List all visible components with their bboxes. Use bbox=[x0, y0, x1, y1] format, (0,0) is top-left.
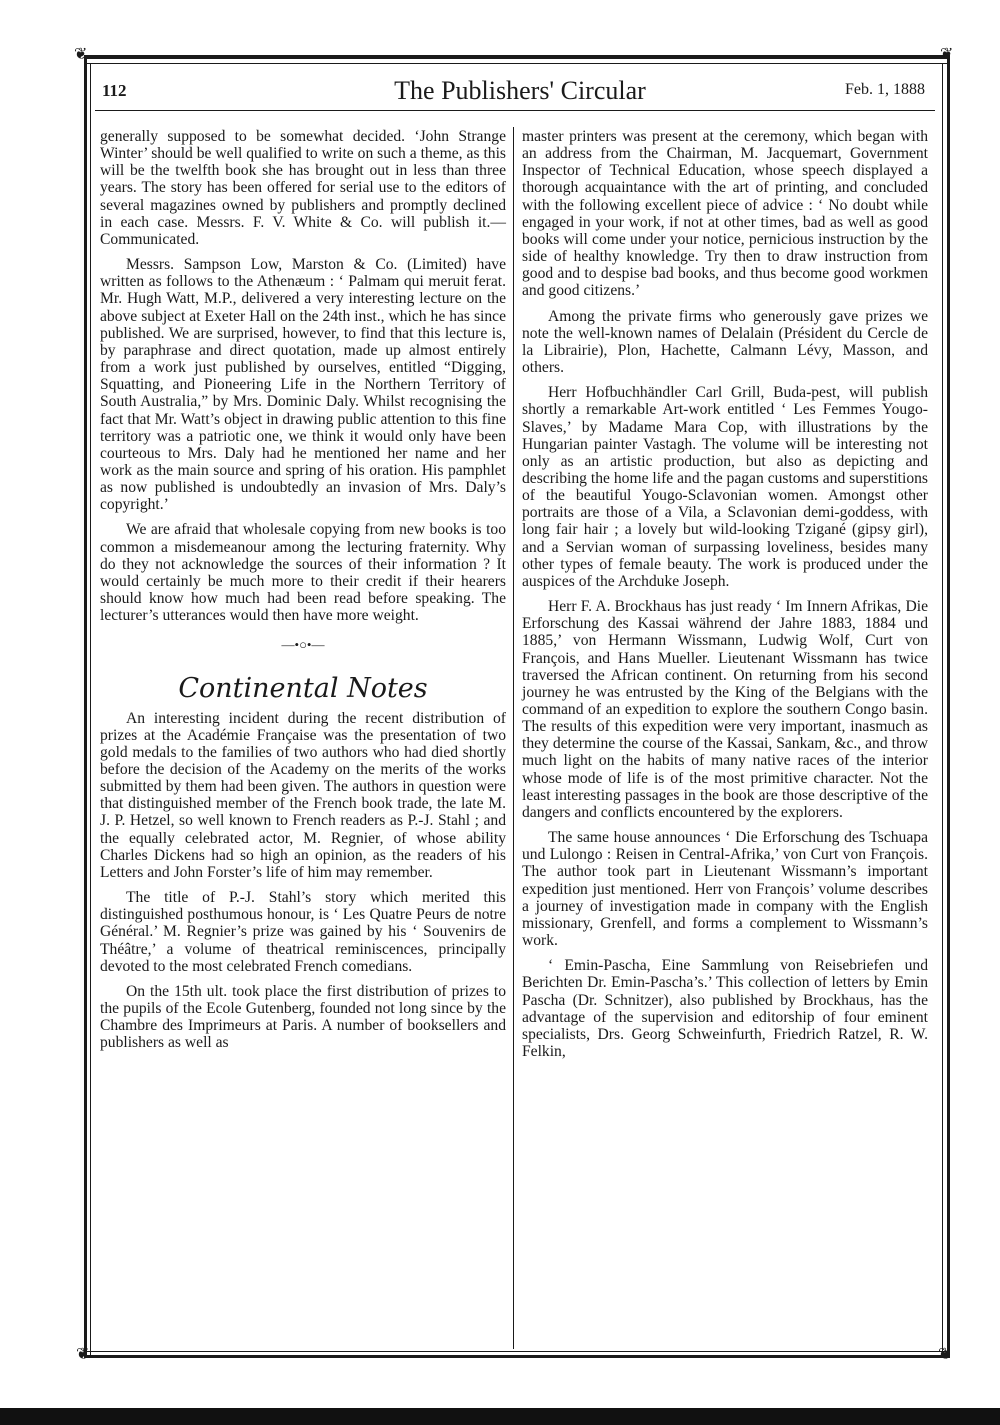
paragraph: generally supposed to be somewhat decided. ‘John Strange Winter’ should be well qualified to write on such a theme, as this will be the twelfth book she has brought out in less than three years. The story has been offered for serial use to the editors of several magazines owned by publishers and promptly declined in each case. Messrs. F. V. White & Co. will publish it.—Communicated. bbox=[100, 128, 506, 248]
frame-rule-bottom bbox=[84, 1355, 950, 1358]
issue-date: Feb. 1, 1888 bbox=[845, 81, 925, 98]
page-number: 112 bbox=[102, 81, 127, 100]
column-divider bbox=[513, 127, 514, 1349]
frame-rule-top bbox=[84, 55, 950, 59]
header-rule bbox=[95, 110, 935, 111]
section-divider bbox=[100, 636, 506, 653]
frame-rule-right-inner bbox=[942, 63, 943, 1355]
paragraph: We are afraid that wholesale copying from new books is too common a misdemeanour among the lecturing fraternity. Why do they not acknowledge the sources of their information ? It would certainly be much more to their credit if their hearers should know how much had been read before speaking. The lecturer’s utterances would then have more weight. bbox=[100, 521, 506, 625]
frame-rule-top-inner bbox=[84, 63, 950, 64]
corner-ornament-icon: ❦ bbox=[938, 1346, 952, 1363]
journal-title: The Publishers' Circular bbox=[394, 76, 646, 105]
left-column bbox=[100, 128, 506, 1060]
corner-ornament-icon: ❦ bbox=[74, 46, 88, 63]
paragraph: master printers was present at the ceremony, which began with an address from the Chairman, M. Jacquemart, Government Inspector of Technical Education, whose speech displayed a thorough acquaintance with the art of printing, and concluded with the following excellent piece of advice : ‘ No doubt while engaged in your work, if not at other times, bad as well as good books will come under your notice, pernicious instruction by the side of healthy knowledge. Try then to draw instruction from good and to despise bad books, and thus become good workmen and good citizens.’ bbox=[522, 128, 928, 300]
paragraph: Herr Hofbuchhändler Carl Grill, Buda-pest, will publish shortly a remarkable Art-work entitled ‘ Les Femmes Yougo-Slaves,’ by Madame Mara Cop, with illustrations by the Hungarian painter Vastagh. The volume will be interesting not only as an artistic production, but also as depicting and describing the home life and the pagan customs and superstitions of the beautiful Yougo-Sclavonian women. Amongst other portraits are those of a Vila, a Sclavonian demi-goddess, with long fair hair ; a lovely but wild-looking Tzigané (gipsy girl), and a Servian woman of surpassing loveliness, besides many other types of female beauty. The work is produced under the auspices of the Archduke Joseph. bbox=[522, 384, 928, 590]
corner-ornament-icon: ❦ bbox=[76, 1346, 90, 1363]
scan-edge-band bbox=[0, 1408, 1000, 1425]
paragraph: Herr F. A. Brockhaus has just ready ‘ Im Innern Afrikas, Die Erforschung des Kassai während der Jahre 1883, 1884 und 1885,’ von Hermann Wissmann, Ludwig Wolf, Curt von François, and Hans Mueller. Lieutenant Wissmann has twice traversed the African continent. On returning from his second journey he was entrusted by the King of the Belgians with the command of an expedition to explore the southern Congo basin. The results of this expedition were very important, inasmuch as they determine the course of the Kassai, Sankam, &c., and throw much light on the habits of many native races of the interior whose mode of life is of the most primitive character. Not the least interesting passages in the book are those descriptive of the dangers and conflicts encountered by the explorers. bbox=[522, 598, 928, 821]
frame-rule-bottom-inner bbox=[84, 1351, 950, 1352]
paragraph: Among the private firms who generously gave prizes we note the well-known names of Delalain (Président du Cercle de la Librairie), Plon, Hachette, Calmann Lévy, Masson, and others. bbox=[522, 307, 928, 377]
paragraph: ‘ Emin-Pascha, Eine Sammlung von Reisebriefen und Berichten Dr. Emin-Pascha’s.’ This collection of letters by Emin Pascha (Dr. Schnitzer), also published by Brockhaus, has the advantage of the supervision and editorship of four eminent specialists, Drs. Georg Schweinfurth, Friedrich Ratzel, R. W. Felkin, bbox=[522, 957, 928, 1060]
section-heading: Continental Notes bbox=[178, 672, 428, 704]
paragraph: The same house announces ‘ Die Erforschung des Tschuapa und Lulongo : Reisen in Central-Afrika,’ von Curt von François. The author took part in Lieutenant Wissmann’s important expedition just mentioned. Herr von François’ volume describes a journey of investigation made in company with the English missionary, Grenfell, and forms a complement to Wissmann’s work. bbox=[522, 829, 928, 950]
right-column bbox=[522, 128, 928, 1068]
frame-rule-right bbox=[947, 55, 950, 1355]
frame-rule-left-inner bbox=[90, 63, 91, 1355]
paragraph: An interesting incident during the recent distribution of prizes at the Académie Française was the presentation of two gold medals to the families of two authors who had died shortly before the decision of the Academy on the merits of the works submitted by them had been given. The authors in question were that distinguished member of the French book trade, the late M. J. P. Hetzel, so well known to French readers as P.-J. Stahl ; and the equally celebrated actor, M. Regnier, of whose ability Charles Dickens had so high an opinion, as the readers of his Letters and John Forster’s life of him may remember. bbox=[100, 709, 506, 881]
frame-rule-left bbox=[84, 55, 87, 1355]
divider-ornament-icon: —•○•— bbox=[281, 637, 325, 653]
paragraph: Messrs. Sampson Low, Marston & Co. (Limited) have written as follows to the Athenæum : ‘ Palmam qui meruit ferat. Mr. Hugh Watt, M.P., delivered a very interesting lecture on the above subject at Exeter Hall on the 24th inst., which he has since published. We are surprised, however, to find that this lecture is, by paraphrase and direct quotation, made up almost entirely from a work just published by ourselves, entitled “Digging, Squatting, and Pioneering Life in the Northern Territory of South Australia,” by Mrs. Dominic Daly. Whilst recognising the fact that Mr. Watt’s object in drawing public attention to this fine territory was a patriotic one, we think it would only have been courteous to Mrs. Daly had he mentioned her name and her work as the main source and spring of his oration. His pamphlet as now published is undoubtedly an invasion of Mrs. Daly’s copyright.’ bbox=[100, 256, 506, 514]
paragraph: On the 15th ult. took place the first distribution of prizes to the pupils of the Ecole Gutenberg, founded not long since by the Chambre des Imprimeurs at Paris. A number of booksellers and publishers as well as bbox=[100, 982, 506, 1052]
corner-ornament-icon: ❦ bbox=[940, 46, 954, 63]
paragraph: The title of P.-J. Stahl’s story which merited this distinguished posthumous honour, is ‘ Les Quatre Peurs de notre Général.’ M. Regnier’s prize was gained by his ‘ Souvenirs de Théâtre,’ a volume of theatrical reminiscences, principally devoted to the most celebrated French comedians. bbox=[100, 889, 506, 975]
